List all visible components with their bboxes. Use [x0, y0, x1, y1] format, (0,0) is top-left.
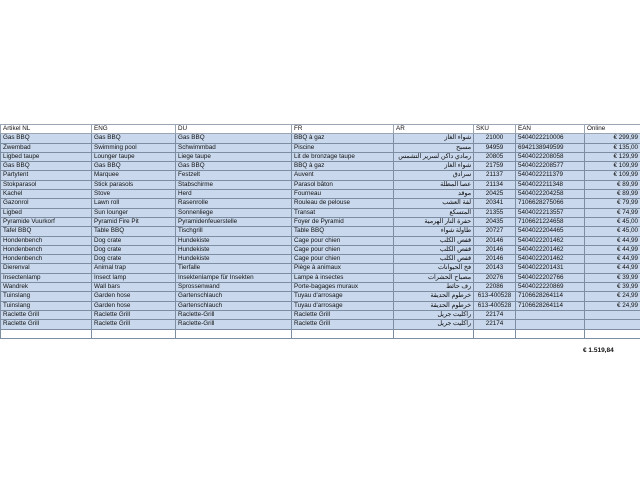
cell-sku: 21355 [474, 208, 516, 217]
cell-du: Gas BBQ [176, 162, 292, 171]
cell-ean: 5404022201431 [516, 264, 585, 273]
table-row [1, 273, 640, 282]
cell-online: € 44,99 [585, 236, 640, 245]
table-row [1, 310, 640, 319]
cell-sku: 94959 [474, 143, 516, 152]
cell-du: Schwimmbad [176, 143, 292, 152]
table-row [1, 143, 640, 152]
table-row [1, 255, 640, 264]
cell-nl: Gazonrol [1, 199, 92, 208]
cell-online: € 129,99 [585, 152, 640, 161]
table-row [1, 190, 640, 199]
cell-ar: سرادق [394, 171, 474, 180]
cell-du: Sprossenwand [176, 283, 292, 292]
cell-du: Hundekiste [176, 255, 292, 264]
cell-nl: Ligbed [1, 208, 92, 217]
cell-ar: طاولة شواء [394, 227, 474, 236]
cell-fr: Transat [292, 208, 394, 217]
cell-eng: Dog crate [92, 236, 176, 245]
cell-online: € 24,99 [585, 301, 640, 310]
cell-fr: Raclette Grill [292, 320, 394, 329]
cell-online: € 299,99 [585, 134, 640, 143]
cell-online [585, 320, 640, 329]
cell-sku: 20146 [474, 245, 516, 254]
cell-sku: 21134 [474, 180, 516, 189]
cell-sku: 20341 [474, 199, 516, 208]
table-row [1, 245, 640, 254]
cell-fr: Lit de bronzage taupe [292, 152, 394, 161]
cell-eng: Garden hose [92, 301, 176, 310]
cell-sku: 21000 [474, 134, 516, 143]
cell-online: € 45,00 [585, 227, 640, 236]
cell-ar: حفرة النار الهرمية [394, 217, 474, 226]
column-header-eng: ENG [92, 125, 176, 134]
empty-cell [394, 329, 474, 338]
cell-online: € 89,99 [585, 190, 640, 199]
cell-ean [516, 310, 585, 319]
column-header-ar: AR [394, 125, 474, 134]
table-row [1, 236, 640, 245]
cell-sku: 613-400528 [474, 292, 516, 301]
cell-ean: 6942138949599 [516, 143, 585, 152]
cell-ar: عصا المظلة [394, 180, 474, 189]
cell-sku: 22174 [474, 310, 516, 319]
table-row [1, 227, 640, 236]
column-header-sku: SKU [474, 125, 516, 134]
table-row [1, 292, 640, 301]
cell-ar: المتسكع [394, 208, 474, 217]
cell-eng: Stove [92, 190, 176, 199]
cell-fr: Parasol bâton [292, 180, 394, 189]
cell-ean: 5404022201462 [516, 245, 585, 254]
table-row [1, 320, 640, 329]
cell-sku: 22174 [474, 320, 516, 329]
cell-ean: 7106628264114 [516, 292, 585, 301]
cell-ar: خرطوم الحديقة [394, 301, 474, 310]
cell-du: Tierfalle [176, 264, 292, 273]
empty-row [1, 329, 640, 338]
cell-eng: Stick parasols [92, 180, 176, 189]
cell-du: Pyramidenfeuerstelle [176, 217, 292, 226]
cell-ean [516, 320, 585, 329]
cell-eng: Wall bars [92, 283, 176, 292]
cell-ean: 5404022204258 [516, 190, 585, 199]
cell-nl: Raclette Grill [1, 320, 92, 329]
cell-nl: Hondenbench [1, 236, 92, 245]
cell-online: € 89,99 [585, 180, 640, 189]
cell-nl: Tuinslang [1, 301, 92, 310]
table-row [1, 283, 640, 292]
column-header-online: Online [585, 125, 640, 134]
empty-cell [92, 329, 176, 338]
cell-nl: Hondenbench [1, 255, 92, 264]
cell-ean: 7106628264114 [516, 301, 585, 310]
cell-ean: 5404022211379 [516, 171, 585, 180]
cell-ean: 5404022201462 [516, 255, 585, 264]
cell-eng: Dog crate [92, 255, 176, 264]
cell-ean: 5404022201462 [516, 236, 585, 245]
cell-ar: شواء الغاز [394, 134, 474, 143]
table-row [1, 134, 640, 143]
cell-nl: Gas BBQ [1, 134, 92, 143]
cell-ar: خرطوم الحديقة [394, 292, 474, 301]
cell-nl: Tafel BBQ [1, 227, 92, 236]
cell-ar: لفة العشب [394, 199, 474, 208]
cell-sku: 20805 [474, 152, 516, 161]
cell-eng: Dog crate [92, 245, 176, 254]
cell-sku: 21137 [474, 171, 516, 180]
cell-ar: مصباح الحشرات [394, 273, 474, 282]
column-header-fr: FR [292, 125, 394, 134]
table-row [1, 217, 640, 226]
cell-nl: Insectenlamp [1, 273, 92, 282]
cell-fr: BBQ à gaz [292, 162, 394, 171]
cell-nl: Gas BBQ [1, 162, 92, 171]
cell-sku: 20146 [474, 236, 516, 245]
cell-ar: رمادي داكن لسرير التشمس [394, 152, 474, 161]
empty-cell [176, 329, 292, 338]
cell-fr: Auvent [292, 171, 394, 180]
cell-ean: 5404022208577 [516, 162, 585, 171]
cell-eng: Marquee [92, 171, 176, 180]
cell-du: Hundekiste [176, 236, 292, 245]
cell-du: Festzelt [176, 171, 292, 180]
cell-sku: 20146 [474, 255, 516, 264]
header-row [1, 125, 640, 134]
cell-du: Insektenlampe für Insekten [176, 273, 292, 282]
cell-du: Sonnenliege [176, 208, 292, 217]
cell-fr: Foyer de Pyramid [292, 217, 394, 226]
cell-eng: Garden hose [92, 292, 176, 301]
cell-nl: Raclette Grill [1, 310, 92, 319]
cell-nl: Tuinslang [1, 292, 92, 301]
empty-cell [292, 329, 394, 338]
cell-ean: 5404022202766 [516, 273, 585, 282]
cell-eng: Swimming pool [92, 143, 176, 152]
cell-nl: Wandrek [1, 283, 92, 292]
cell-ar: موقد [394, 190, 474, 199]
cell-online: € 44,99 [585, 255, 640, 264]
cell-eng: Sun lounger [92, 208, 176, 217]
table-row [1, 264, 640, 273]
cell-ar: مسبح [394, 143, 474, 152]
cell-sku: 20727 [474, 227, 516, 236]
cell-eng: Lawn roll [92, 199, 176, 208]
cell-ean: 7106621224658 [516, 217, 585, 226]
cell-eng: Table BBQ [92, 227, 176, 236]
cell-fr: Tuyau d'arrosage [292, 292, 394, 301]
empty-cell [585, 329, 640, 338]
cell-eng: Gas BBQ [92, 134, 176, 143]
cell-ean: 5404022210006 [516, 134, 585, 143]
total-amount: € 1.519,84 [583, 347, 614, 354]
table-row [1, 180, 640, 189]
cell-eng: Raclette Grill [92, 310, 176, 319]
cell-fr: Cage pour chien [292, 236, 394, 245]
cell-online: € 109,99 [585, 171, 640, 180]
cell-fr: Piscine [292, 143, 394, 152]
cell-nl: Ligbed taupe [1, 152, 92, 161]
cell-fr: Lampe à insectes [292, 273, 394, 282]
cell-sku: 21759 [474, 162, 516, 171]
cell-eng: Lounger taupe [92, 152, 176, 161]
cell-online: € 24,99 [585, 292, 640, 301]
cell-online: € 44,99 [585, 264, 640, 273]
cell-du: Tischgrill [176, 227, 292, 236]
column-header-nl: Artikel NL [1, 125, 92, 134]
cell-sku: 20143 [474, 264, 516, 273]
cell-online: € 74,99 [585, 208, 640, 217]
cell-fr: Table BBQ [292, 227, 394, 236]
table-row [1, 301, 640, 310]
cell-nl: Partytent [1, 171, 92, 180]
table-row [1, 152, 640, 161]
table-row [1, 199, 640, 208]
cell-fr: Cage pour chien [292, 255, 394, 264]
cell-fr: Raclette Grill [292, 310, 394, 319]
cell-ar: فخ الحيوانات [394, 264, 474, 273]
cell-nl: Kachel [1, 190, 92, 199]
cell-online: € 39,99 [585, 283, 640, 292]
cell-eng: Animal trap [92, 264, 176, 273]
cell-du: Stabschirme [176, 180, 292, 189]
cell-fr: Tuyau d'arrosage [292, 301, 394, 310]
cell-online: € 44,99 [585, 245, 640, 254]
table-row [1, 208, 640, 217]
cell-eng: Pyramid Fire Pit [92, 217, 176, 226]
column-header-ean: EAN [516, 125, 585, 134]
cell-ean: 5404022220869 [516, 283, 585, 292]
cell-ean: 7106628275066 [516, 199, 585, 208]
cell-online: € 45,00 [585, 217, 640, 226]
cell-du: Liege taupe [176, 152, 292, 161]
cell-du: Gartenschlauch [176, 301, 292, 310]
cell-ar: شواء الغاز [394, 162, 474, 171]
cell-du: Hundekiste [176, 245, 292, 254]
cell-sku: 20425 [474, 190, 516, 199]
empty-cell [474, 329, 516, 338]
table-row [1, 171, 640, 180]
cell-fr: Cage pour chien [292, 245, 394, 254]
cell-du: Gas BBQ [176, 134, 292, 143]
cell-fr: Piège à animaux [292, 264, 394, 273]
cell-eng: Raclette Grill [92, 320, 176, 329]
table-row [1, 162, 640, 171]
cell-du: Raclette-Grill [176, 320, 292, 329]
cell-du: Rasenrolle [176, 199, 292, 208]
cell-nl: Pyramide Vuurkorf [1, 217, 92, 226]
cell-ar: رف حائط [394, 283, 474, 292]
cell-ean: 5404022208058 [516, 152, 585, 161]
cell-ar: قفص الكلب [394, 236, 474, 245]
cell-online [585, 310, 640, 319]
cell-nl: Zwembad [1, 143, 92, 152]
cell-fr: Rouleau de pelouse [292, 199, 394, 208]
cell-online: € 39,99 [585, 273, 640, 282]
cell-ar: قفص الكلب [394, 255, 474, 264]
cell-du: Gartenschlauch [176, 292, 292, 301]
cell-sku: 613-400528 [474, 301, 516, 310]
cell-fr: Fourneau [292, 190, 394, 199]
cell-fr: Porte-bagages muraux [292, 283, 394, 292]
cell-nl: Hondenbench [1, 245, 92, 254]
empty-cell [516, 329, 585, 338]
cell-ean: 5404022204465 [516, 227, 585, 236]
empty-cell [1, 329, 92, 338]
cell-sku: 20276 [474, 273, 516, 282]
cell-online: € 109,99 [585, 162, 640, 171]
cell-ar: راكليت جريل [394, 320, 474, 329]
cell-eng: Insect lamp [92, 273, 176, 282]
cell-ar: راكليت جريل [394, 310, 474, 319]
cell-du: Herd [176, 190, 292, 199]
cell-du: Raclette-Grill [176, 310, 292, 319]
cell-nl: Stokparasol [1, 180, 92, 189]
cell-fr: BBQ à gaz [292, 134, 394, 143]
cell-ean: 5404022213557 [516, 208, 585, 217]
cell-nl: Dierenval [1, 264, 92, 273]
cell-online: € 79,99 [585, 199, 640, 208]
cell-online: € 135,00 [585, 143, 640, 152]
cell-ar: قفص الكلب [394, 245, 474, 254]
cell-eng: Gas BBQ [92, 162, 176, 171]
product-table [0, 124, 640, 339]
cell-sku: 22086 [474, 283, 516, 292]
cell-ean: 5404022211348 [516, 180, 585, 189]
column-header-du: DU [176, 125, 292, 134]
cell-sku: 20435 [474, 217, 516, 226]
